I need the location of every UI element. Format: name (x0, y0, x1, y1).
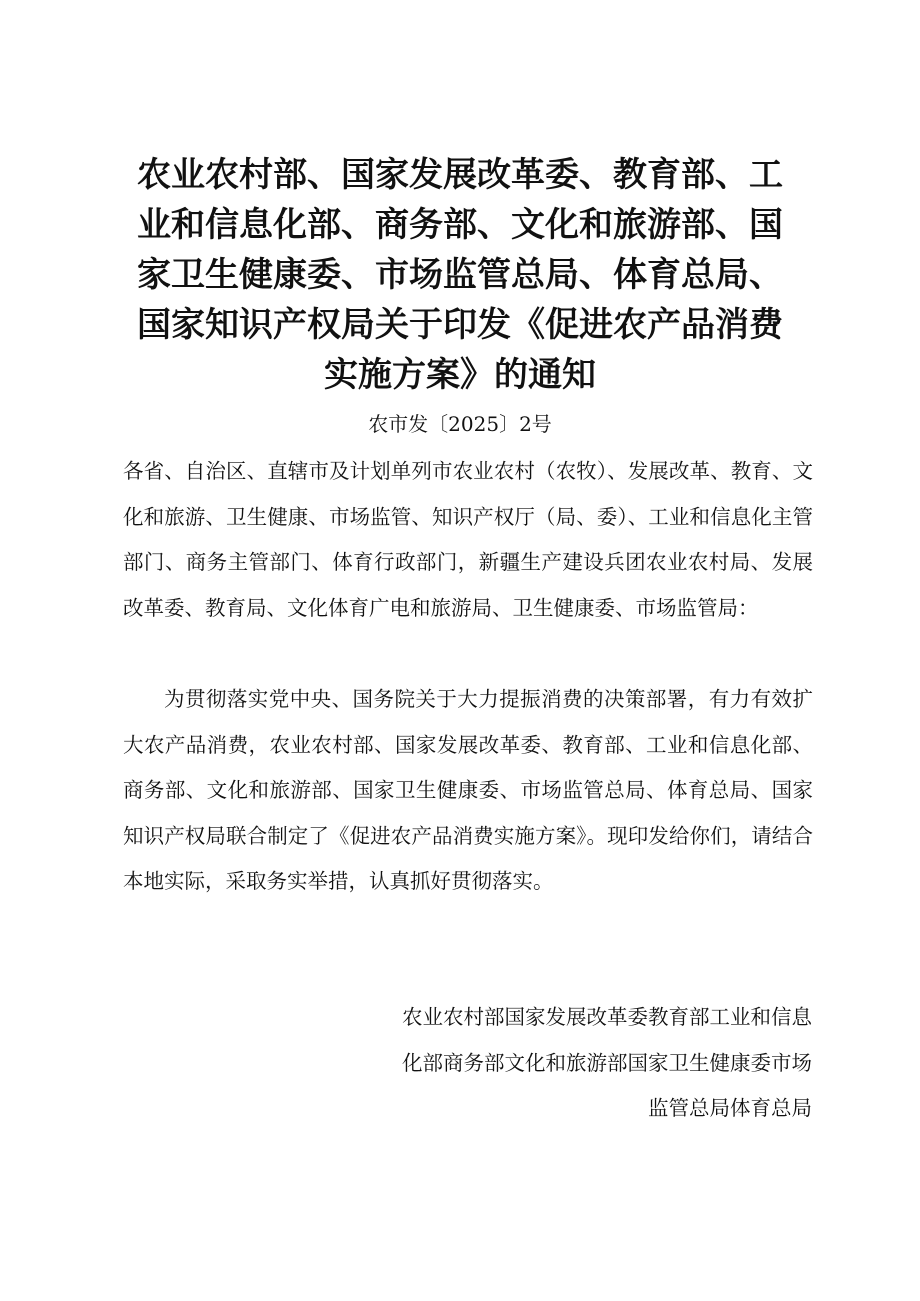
signature-line: 监管总局体育总局 (648, 1096, 812, 1120)
signature-line: 农业农村部国家发展改革委教育部工业和信息 (402, 1005, 812, 1029)
document-number: 农市发〔2025〕2号 (368, 412, 552, 436)
addressee-paragraph: 各省、自治区、直辖市及计划单列市农业农村（农牧）、发展改革、教育、文化和旅游、卫生健康、市场监管、知识产权厅（局、委）、工业和信息化主管部门、商务主管部门、体育行政部门，新疆生产建设兵团农业农村局、发展改革委、教育局、文化体育广电和旅游局、卫生健康委、市场监管局： (123, 459, 813, 620)
signature-block (340, 995, 812, 1132)
document-title: 农业农村部、国家发展改革委、教育部、工业和信息化部、商务部、文化和旅游部、国家卫生健康委、市场监管总局、体育总局、国家知识产权局关于印发《促进农产品消费实施方案》的通知 (137, 155, 783, 395)
body-paragraph: 为贯彻落实党中央、国务院关于大力提振消费的决策部署，有力有效扩大农产品消费，农业农村部、国家发展改革委、教育部、工业和信息化部、商务部、文化和旅游部、国家卫生健康委、市场监管总局、体育总局、国家知识产权局联合制定了《促进农产品消费实施方案》。现印发给你们，请结合本地实际，采取务实举措，认真抓好贯彻落实。 (123, 687, 813, 893)
signature-line: 化部商务部文化和旅游部国家卫生健康委市场 (402, 1050, 812, 1075)
